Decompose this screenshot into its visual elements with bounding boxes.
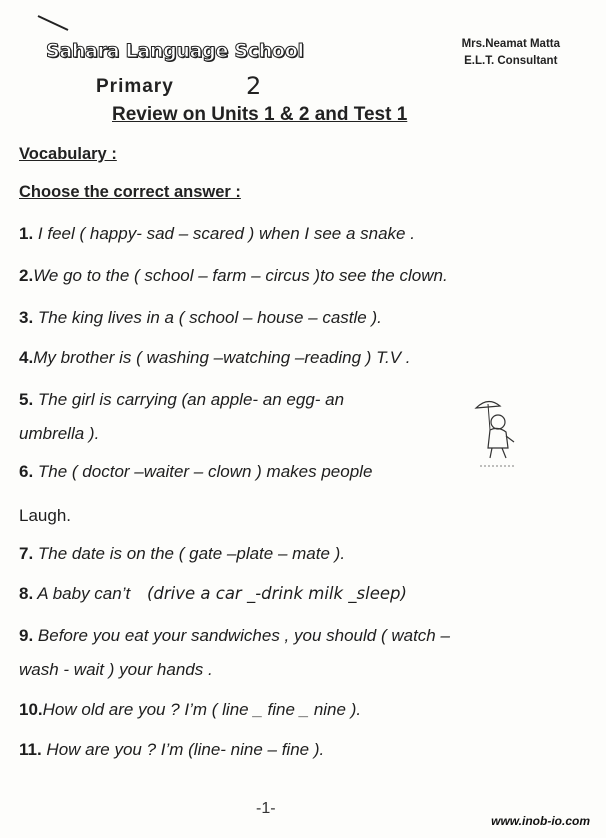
page-title: Review on Units 1 & 2 and Test 1 bbox=[112, 104, 408, 125]
section-vocabulary: Vocabulary : bbox=[19, 145, 117, 163]
website-watermark: www.inob-io.com bbox=[491, 814, 590, 828]
question-text: I feel ( happy- sad – scared ) when I see a snake . bbox=[33, 224, 415, 243]
teacher-name: Mrs.Neamat Matta bbox=[461, 38, 560, 50]
page-number: -1- bbox=[256, 800, 276, 817]
question-4 bbox=[19, 348, 411, 368]
question-text: The ( doctor –waiter – clown ) makes people bbox=[33, 462, 373, 481]
question-1 bbox=[19, 224, 415, 244]
girl-with-umbrella-illustration bbox=[470, 396, 524, 468]
question-number: 3. bbox=[19, 308, 34, 327]
question-text: How are you ? I’m (line- nine – fine ). bbox=[41, 740, 325, 759]
handwritten-choices: (drive a car _-drink milk _sleep) bbox=[146, 584, 407, 603]
question-number: 10. bbox=[19, 700, 43, 719]
level-label: Primary bbox=[96, 76, 174, 97]
question-8 bbox=[19, 584, 407, 604]
question-text: Before you eat your sandwiches , you should ( watch – bbox=[33, 626, 450, 645]
question-9-continuation: wash - wait ) your hands . bbox=[19, 660, 213, 679]
question-number: 1. bbox=[19, 224, 34, 243]
pen-stroke-mark bbox=[36, 14, 70, 32]
question-text: A baby can’t bbox=[33, 584, 131, 603]
question-number: 5. bbox=[19, 390, 34, 409]
question-5 bbox=[19, 390, 344, 410]
question-2 bbox=[19, 266, 448, 286]
question-text: The date is on the ( gate –plate – mate ). bbox=[33, 544, 346, 563]
question-11 bbox=[19, 740, 324, 760]
question-number: 6. bbox=[19, 462, 34, 481]
question-text: My brother is ( washing –watching –reading ) T.V . bbox=[33, 348, 411, 367]
question-number: 4. bbox=[19, 348, 34, 367]
question-9 bbox=[19, 626, 450, 646]
question-6 bbox=[19, 462, 372, 482]
question-3 bbox=[19, 308, 382, 328]
question-text: The girl is carrying (an apple- an egg- an bbox=[33, 390, 345, 409]
question-number: 8. bbox=[19, 584, 34, 603]
question-number: 11. bbox=[19, 740, 42, 759]
question-text: How old are you ? I’m ( line _ fine _ nine ). bbox=[42, 700, 362, 719]
question-10 bbox=[19, 700, 361, 720]
question-number: 7. bbox=[19, 544, 34, 563]
grade-number: 2 bbox=[246, 72, 262, 100]
question-7 bbox=[19, 544, 345, 564]
question-number: 2. bbox=[19, 266, 34, 285]
section-instruction: Choose the correct answer : bbox=[19, 183, 241, 201]
question-5-continuation: umbrella ). bbox=[19, 424, 100, 443]
question-text: The king lives in a ( school – house – castle ). bbox=[33, 308, 382, 327]
school-name: Sahara Language School bbox=[46, 40, 304, 62]
question-number: 9. bbox=[19, 626, 34, 645]
teacher-role: E.L.T. Consultant bbox=[464, 55, 558, 67]
question-6-continuation: Laugh. bbox=[19, 506, 71, 525]
question-text: We go to the ( school – farm – circus )to see the clown. bbox=[33, 266, 448, 285]
teacher-info bbox=[462, 36, 560, 70]
